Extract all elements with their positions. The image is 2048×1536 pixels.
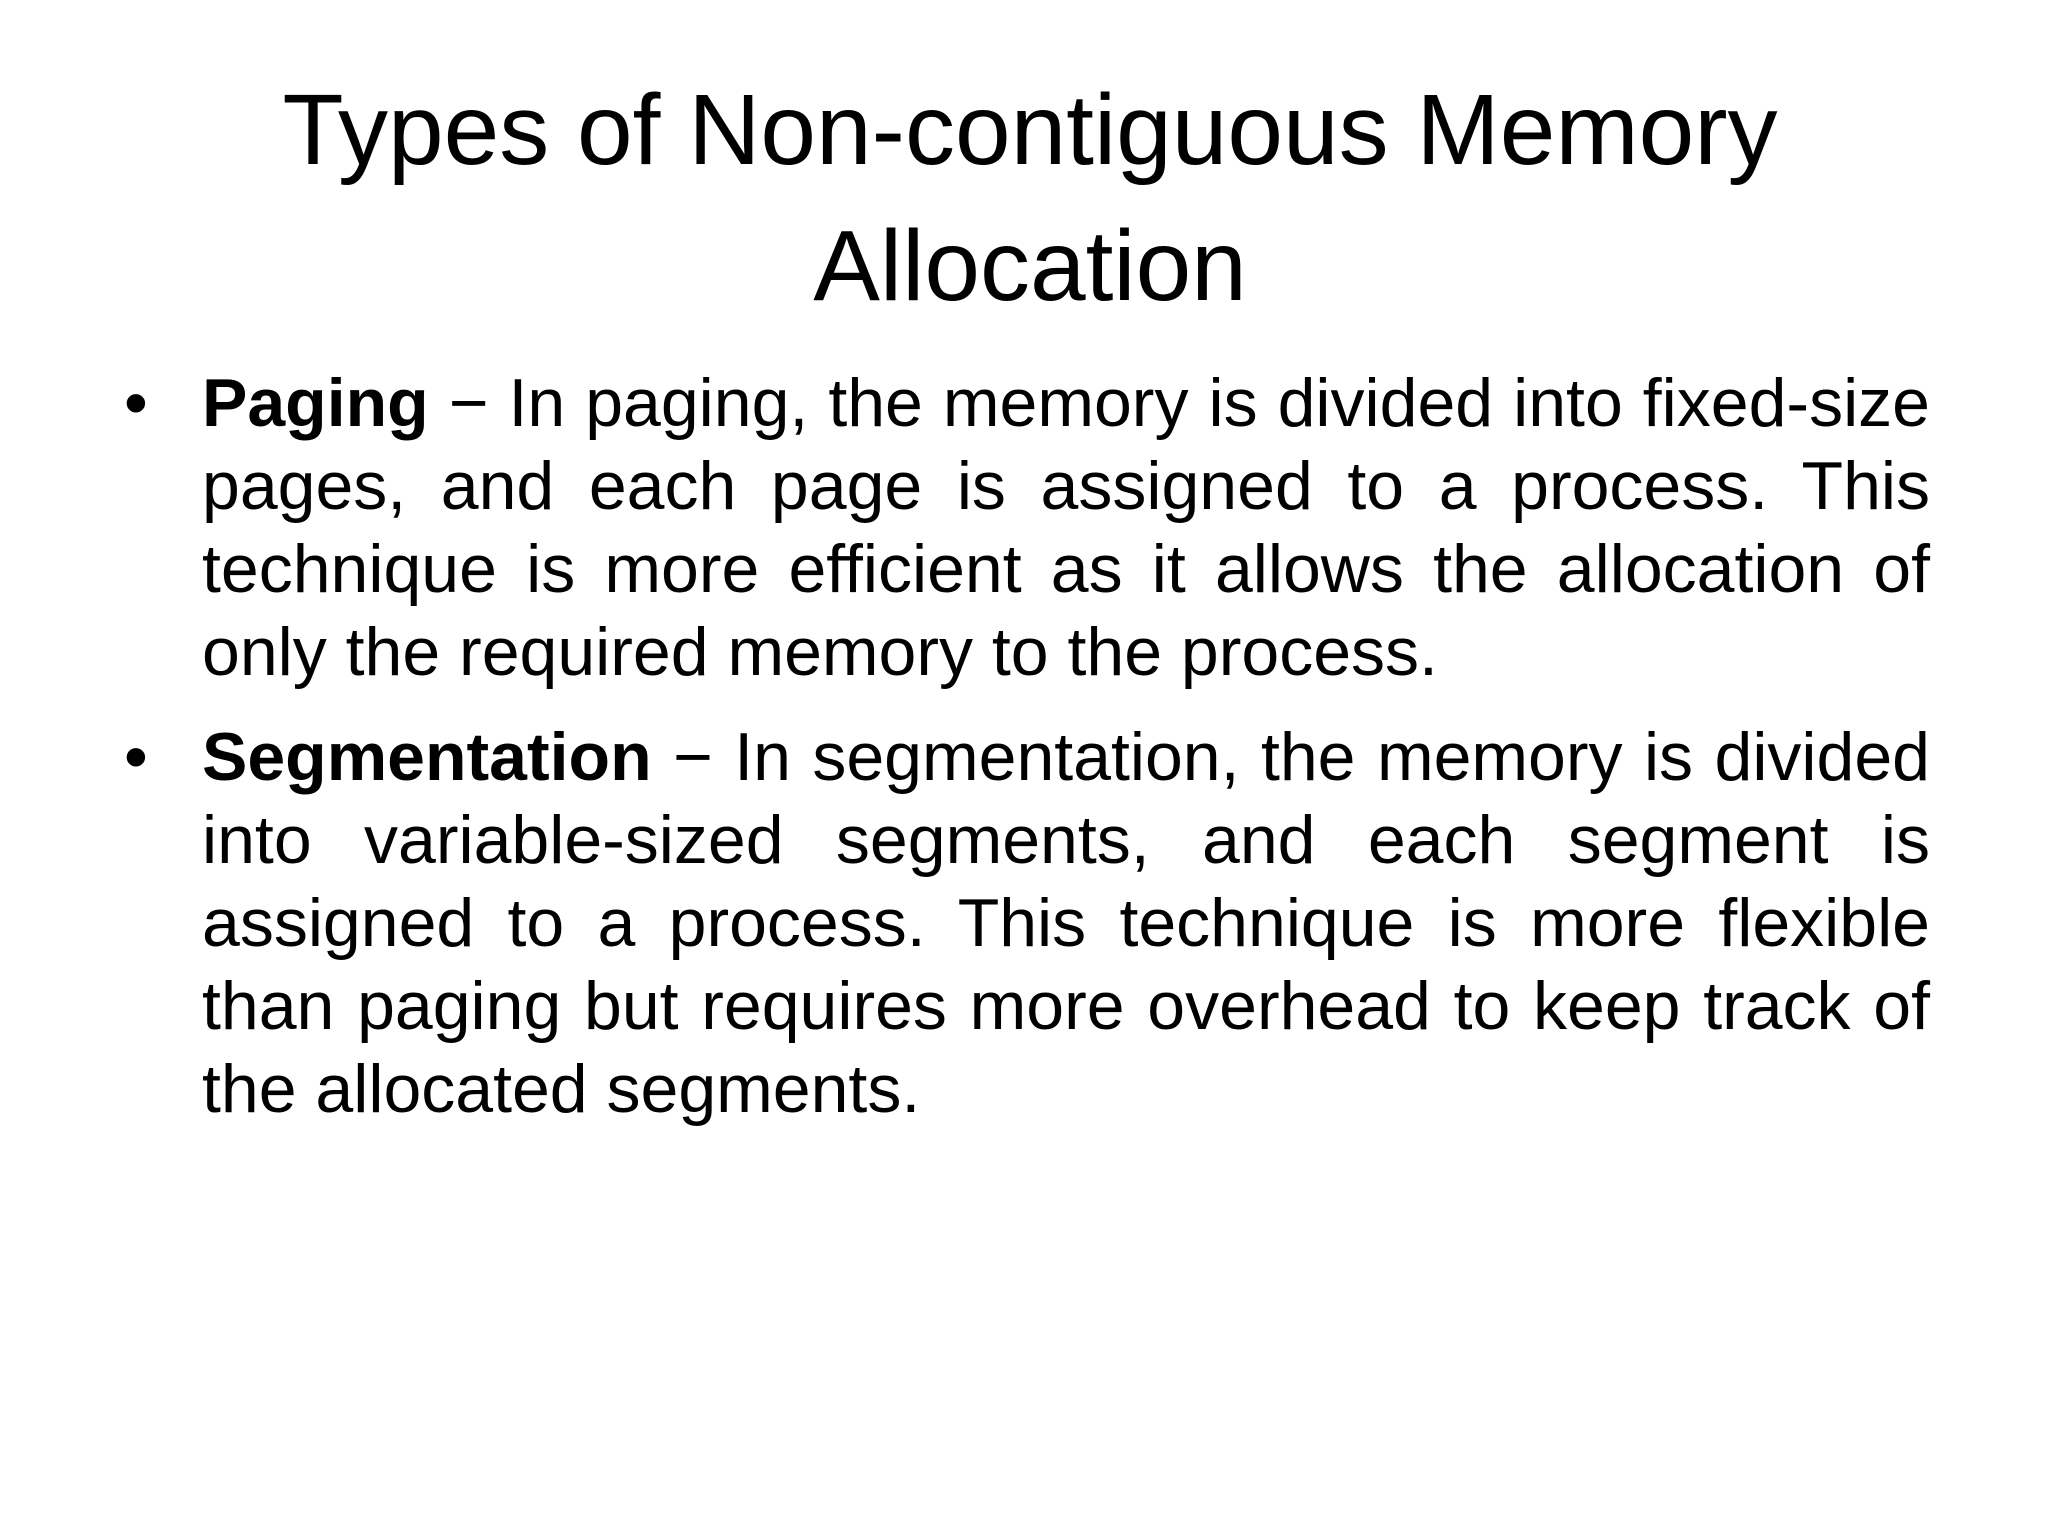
bullet-term: Paging xyxy=(202,365,429,441)
bullet-item-segmentation xyxy=(120,716,1930,1131)
bullet-dot-icon: • xyxy=(124,365,148,441)
bullet-term: Segmentation xyxy=(202,719,652,795)
bullet-list xyxy=(120,362,1930,1153)
bullet-text: − In segmentation, the memory is divided into variable-sized segments, and each segment is assigned to a process. This technique is more flexible than paging but requires more overhead to keep track of the allocated segments. xyxy=(202,719,1930,1127)
bullet-item-paging xyxy=(120,362,1930,694)
slide-title: Types of Non-contiguous Memory Allocation xyxy=(282,74,1778,322)
bullet-dot-icon: • xyxy=(124,719,148,795)
bullet-text: − In paging, the memory is divided into fixed-size pages, and each page is assigned to a process. This technique is more efficient as it allows the allocation of only the required memory to the process. xyxy=(202,365,1930,690)
